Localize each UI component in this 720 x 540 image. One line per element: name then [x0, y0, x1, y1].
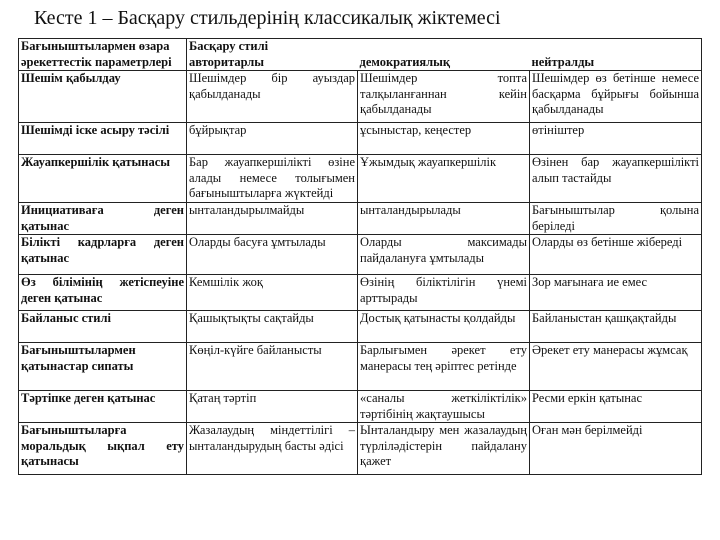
table-cell: Жазалаудың міндеттілігі – ынталандырудың басты әдісі [187, 423, 358, 475]
table-cell: Шешімдер бір ауыздар қабылданады [187, 71, 358, 123]
table-cell: бұйрықтар [187, 123, 358, 155]
table-cell: Ресми еркін қатынас [530, 391, 702, 423]
table-cell: Өзінен бар жауапкершілікті алып тастайды [530, 155, 702, 203]
row-parameter: Шешімді іске асыру тәсілі [19, 123, 187, 155]
table-cell: Бар жауапкершілікті өзіне алады немесе толығымен бағыныштыларға жүктейді [187, 155, 358, 203]
row-parameter: Бағыныштыларға моральдық ықпал ету қатынасы [19, 423, 187, 475]
table-cell: Көңіл-күйге байланысты [187, 343, 358, 391]
table-cell: Қашықтықты сақтайды [187, 311, 358, 343]
row-parameter: Шешім қабылдау [19, 71, 187, 123]
table-cell: ұсыныстар, кеңестер [358, 123, 530, 155]
table-cell: Ынталандыру мен жазалаудың түрліләдістерін пайдалану қажет [358, 423, 530, 475]
table-cell: Кемшілік жоқ [187, 275, 358, 311]
row-parameter: Байланыс стилі [19, 311, 187, 343]
column-header: нейтралды [530, 55, 702, 71]
table-cell: ынталандырылмайды [187, 203, 358, 235]
table-row [19, 311, 702, 343]
table-cell: Достық қатынасты қолдайды [358, 311, 530, 343]
table-row [19, 155, 702, 203]
table-cell: «саналы жеткіліктілік» тәртібінің жақтаушысы [358, 391, 530, 423]
table-row [19, 275, 702, 311]
column-header: демократиялық [358, 55, 530, 71]
table-row [19, 391, 702, 423]
table-row [19, 343, 702, 391]
group-header: Басқару стилі [187, 39, 702, 55]
row-parameter: Бағыныштылармен қатынастар сипаты [19, 343, 187, 391]
table-cell: өтініштер [530, 123, 702, 155]
column-header: авторитарлы [187, 55, 358, 71]
table-cell: ынталандырылады [358, 203, 530, 235]
table-cell: Оларды өз бетінше жібереді [530, 235, 702, 275]
table-row [19, 203, 702, 235]
page-title: Кесте 1 – Басқару стильдерінің классикалық жіктемесі [34, 7, 501, 29]
table-cell: Бағыныштылар қолына беріледі [530, 203, 702, 235]
table-cell: Оларды максимады пайдалануға ұмтылады [358, 235, 530, 275]
table-row [19, 71, 702, 123]
table-row [19, 235, 702, 275]
table-cell: Зор мағынаға ие емес [530, 275, 702, 311]
row-parameter: Жауапкершілік қатынасы [19, 155, 187, 203]
row-parameter: Тәртіпке деген қатынас [19, 391, 187, 423]
table-cell: Оларды басуға ұмтылады [187, 235, 358, 275]
table-cell: Шешімдер өз бетінше немесе басқарма бұйрығы бойынша қабылданады [530, 71, 702, 123]
table-cell: Байланыстан қашқақтайды [530, 311, 702, 343]
table-cell: Оған мән берілмейді [530, 423, 702, 475]
management-styles-table [18, 38, 702, 475]
table-cell: Барлығымен әрекет ету манерасы тең әріптес ретінде [358, 343, 530, 391]
table-row [19, 423, 702, 475]
table-cell: Ұжымдық жауапкершілік [358, 155, 530, 203]
corner-header: Бағыныштылармен өзара әрекеттестік параметрлері [19, 39, 187, 71]
table-cell: Әрекет ету манерасы жұмсақ [530, 343, 702, 391]
table-cell: Қатаң тәртіп [187, 391, 358, 423]
row-parameter: Өз білімінің жетіспеуіне деген қатынас [19, 275, 187, 311]
row-parameter: Білікті кадрларға деген қатынас [19, 235, 187, 275]
table-cell: Өзінің біліктілігін үнемі арттырады [358, 275, 530, 311]
row-parameter: Инициативаға деген қатынас [19, 203, 187, 235]
table-cell: Шешімдер топта талқыланғаннан кейін қабылданады [358, 71, 530, 123]
table-row [19, 123, 702, 155]
